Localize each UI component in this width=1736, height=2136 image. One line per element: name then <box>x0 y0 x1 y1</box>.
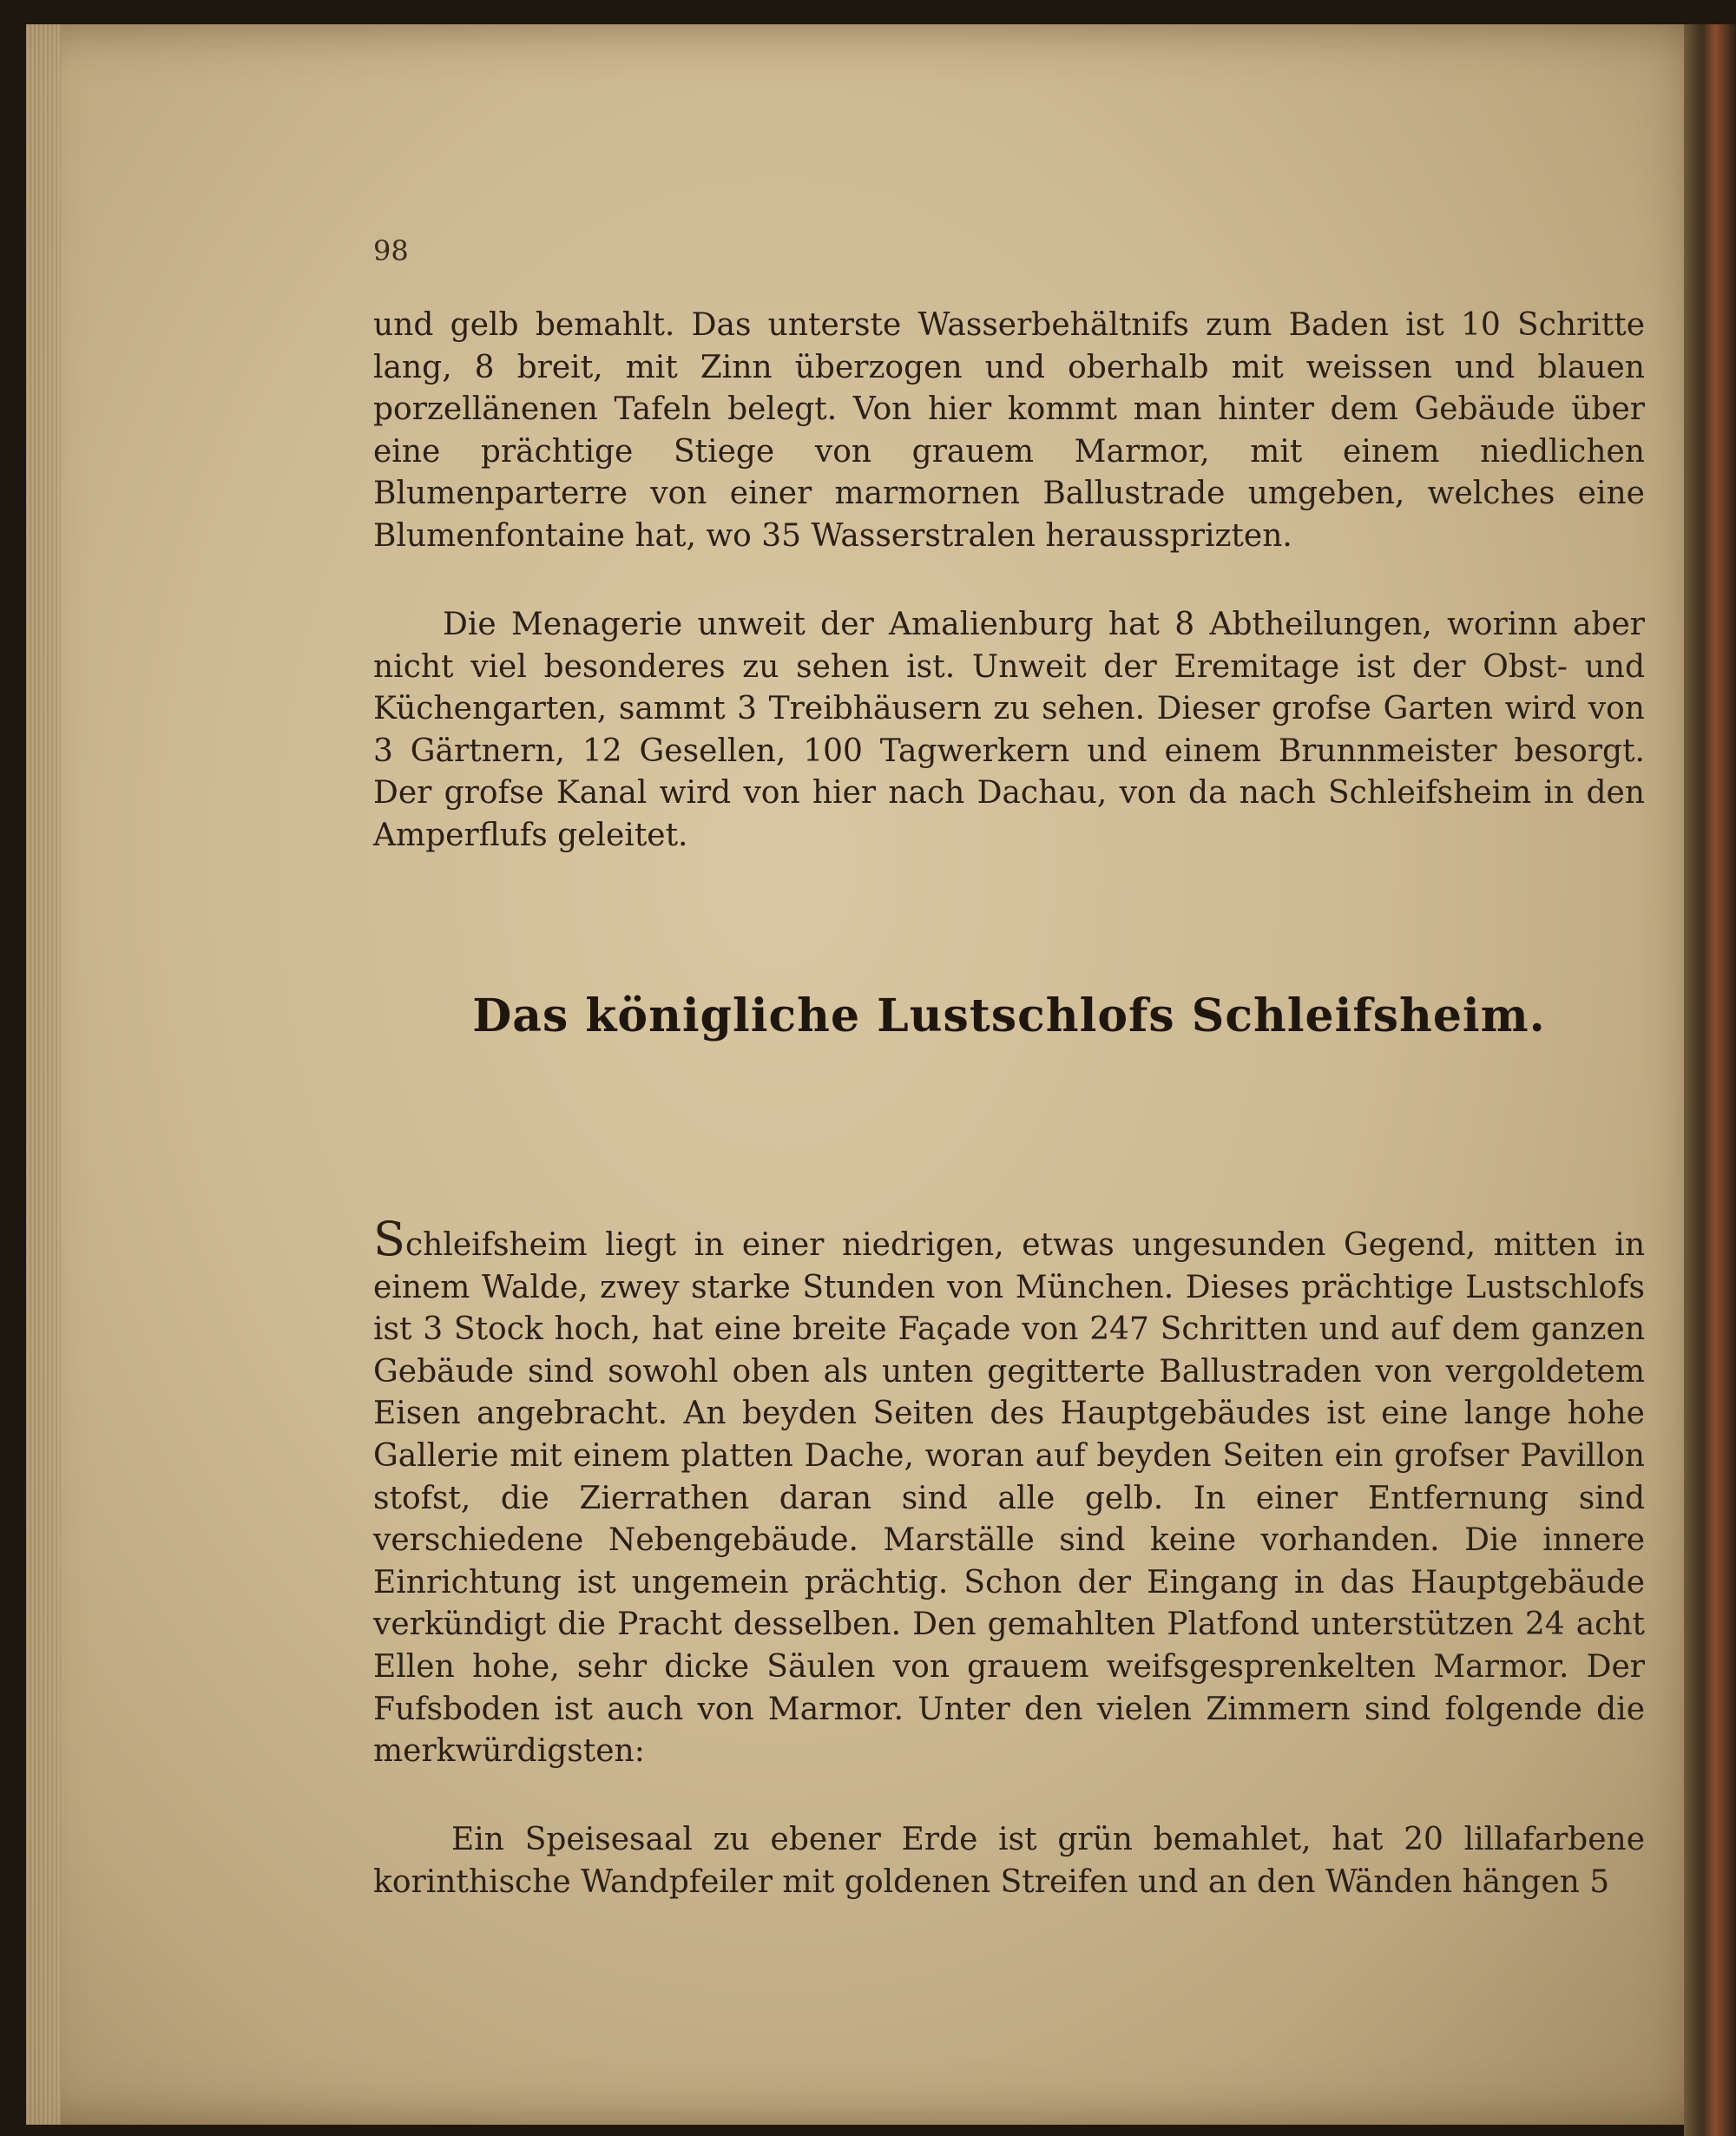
initial-letter: S <box>373 1212 405 1266</box>
paragraph-1: und gelb bemahlt. Das unterste Wasserbehältnifs zum Baden ist 10 Schritte lang, 8 breit, mit Zinn überzogen und oberhalb mit weissen und blauen porzellänenen Tafeln belegt. Von hier kommt man hinter dem Gebäude über eine prächtige Stiege von grauem Marmor, mit einem niedlichen Blumenparterre von einer marmornen Ballustrade umgeben, welches eine Blumenfontaine hat, wo 35 Wasserstralen heraussprizten. <box>373 307 1645 554</box>
paragraph-4: Ein Speisesaal zu ebener Erde ist grün bemahlet, hat 20 lillafarbene korinthische Wandpfeiler mit goldenen Streifen und an den Wänden hängen 5 <box>373 1822 1645 1900</box>
paragraph-3-body: chleifsheim liegt in einer niedrigen, etwas ungesunden Gegend, mitten in einem Walde, zwey starke Stunden von München. Dieses prächtige Lustschlofs ist 3 Stock hoch, hat eine breite Façade von 247 Schritten und auf dem ganzen Gebäude sind sowohl oben als unten gegitterte Ballustraden von vergoldetem Eisen angebracht. An beyden Seiten des Hauptgebäudes ist eine lange hohe Gallerie mit einem platten Dache, woran auf beyden Seiten ein grofser Pavillon stofst, die Zierrathen daran sind alle gelb. In einer Entfernung sind verschiedene Nebengebäude. Marställe sind keine vorhanden. Die innere Einrichtung ist ungemein prächtig. Schon der Eingang in das Hauptgebäude verkündigt die Pracht desselben. Den gemahlten Platfond unterstützen 24 acht Ellen hohe, sehr dicke Säulen von grauem weifsgesprenkelten Marmor. Der Fufsboden ist auch von Marmor. Unter den vielen Zimmern sind folgende die merkwürdigsten: <box>373 1227 1645 1770</box>
book-gutter <box>1684 24 1736 2136</box>
paragraph-3 <box>373 1212 1645 1773</box>
section-heading: Das königliche Lustschlofs Schleifsheim. <box>472 989 1546 1042</box>
paragraph-2: Die Menagerie unweit der Amalienburg hat 8 Abtheilungen, worinn aber nicht viel besonderes zu sehen ist. Unweit der Eremitage ist der Obst- und Küchengarten, sammt 3 Treibhäusern zu sehen. Dieser grofse Garten wird von 3 Gärtnern, 12 Gesellen, 100 Tagwerkern und einem Brunnmeister besorgt. Der grofse Kanal wird von hier nach Dachau, von da nach Schleifsheim in den Amperflufs geleitet. <box>373 607 1645 853</box>
page-edges <box>26 24 61 2125</box>
page-number: 98 <box>373 234 409 267</box>
